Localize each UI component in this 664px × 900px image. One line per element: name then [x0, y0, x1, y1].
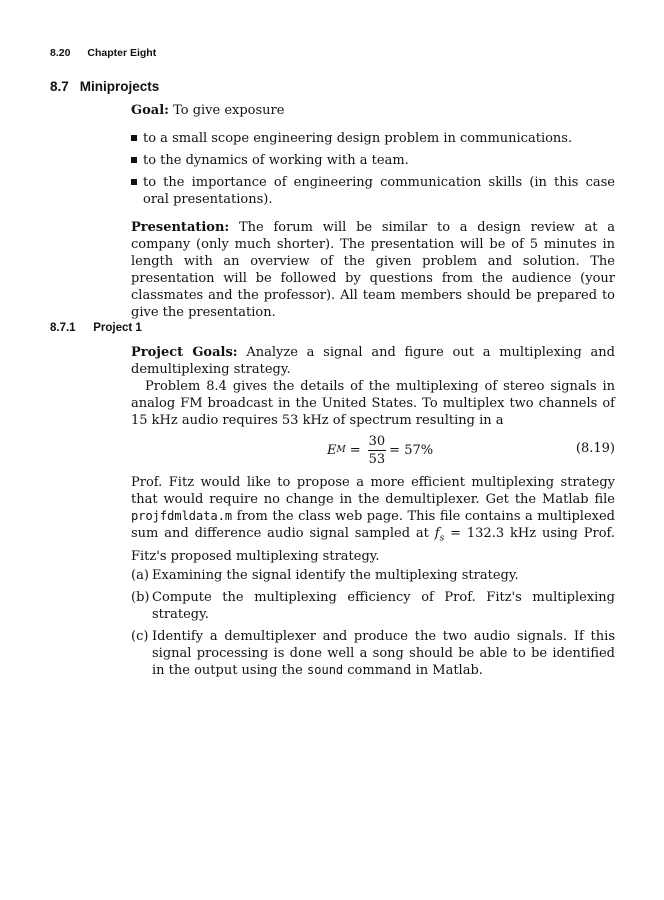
subsection-title: Project 1: [93, 322, 142, 334]
list-item: to a small scope engineering design problem in communications.: [131, 130, 615, 147]
eq-result: = 57%: [389, 442, 434, 458]
task-list: [131, 567, 615, 684]
presentation-text: The forum will be similar to a design review at a company (only much shorter). The presentation will be of 5 minutes in length with an overview of the given problem and solution. The presentation will be followed by questions from the audience (your classmates and the professor). All team members should be prepared to give the presentation.: [131, 220, 615, 320]
fs-sub: s: [439, 533, 445, 544]
equation-8-19: E M = $\frac{30}{53}$ = 57% (8.19): [327, 433, 615, 467]
eq-denominator: 53: [368, 451, 386, 467]
matlab-filename: projfdmldata.m: [131, 509, 233, 523]
project-goals-text: Analyze a signal and figure out a multiplexing and demultiplexing strategy.: [131, 345, 615, 377]
eq-fraction: [368, 433, 387, 468]
equation-number: (8.19): [575, 441, 615, 456]
list-item: (b) Compute the multiplexing efficiency of Prof. Fitz's multiplexing strategy.: [131, 590, 615, 622]
eq-lhs-sub: M: [336, 445, 346, 455]
page-number: 8.20: [50, 47, 71, 59]
list-item: to the dynamics of working with a team.: [131, 152, 615, 169]
section-heading: [50, 79, 159, 94]
square-bullet-icon: [131, 135, 137, 141]
presentation-label: Presentation:: [131, 220, 230, 235]
square-bullet-icon: [131, 157, 137, 163]
list-item: to the importance of engineering communication skills (in this case oral presentations).: [131, 174, 615, 208]
subsection-heading: [50, 322, 142, 334]
list-item: (a) Examining the signal identify the multiplexing strategy.: [131, 568, 519, 583]
fitz-paragraph: Prof. Fitz would like to propose a more efficient multiplexing strategy that would require no change in the demultiplexer. Get the Matlab file projfdmldata.m from the class web page. This file contains a multiplexed sum and difference audio signal sampled at $f_s = 132.3$ kHz using Prof. Fitz's proposed multiplexing strategy.: [131, 475, 615, 564]
problem-paragraph: Problem 8.4 gives the details of the multiplexing of stereo signals in analog FM broadcast in the United States. To multiplex two channels of 15 kHz audio requires 53 kHz of spectrum resulting in a: [131, 379, 615, 428]
presentation-paragraph: [131, 219, 615, 321]
eq-lhs-var: E: [327, 442, 337, 458]
goal-text: To give exposure: [168, 103, 285, 118]
square-bullet-icon: [131, 179, 137, 185]
subsection-number: 8.7.1: [50, 322, 76, 334]
project-goals-label: Project Goals:: [131, 345, 238, 360]
sound-command: sound: [307, 663, 344, 677]
goal-label: Goal:: [131, 103, 169, 118]
section-number: 8.7: [50, 79, 69, 94]
fs-var: f: [434, 526, 440, 541]
goal-bullet-list: [131, 130, 615, 213]
section-title: Miniprojects: [79, 79, 160, 94]
goal-paragraph: [131, 102, 615, 119]
chapter-title: Chapter Eight: [87, 47, 157, 59]
running-head: [50, 47, 156, 59]
project-goals-block: [131, 344, 615, 429]
list-item: (c) Identify a demultiplexer and produce the two audio signals. If this signal processing is done well a song should be able to be identified in the output using the sound command in Matlab.: [131, 629, 615, 678]
eq-numerator: 30: [368, 433, 386, 449]
